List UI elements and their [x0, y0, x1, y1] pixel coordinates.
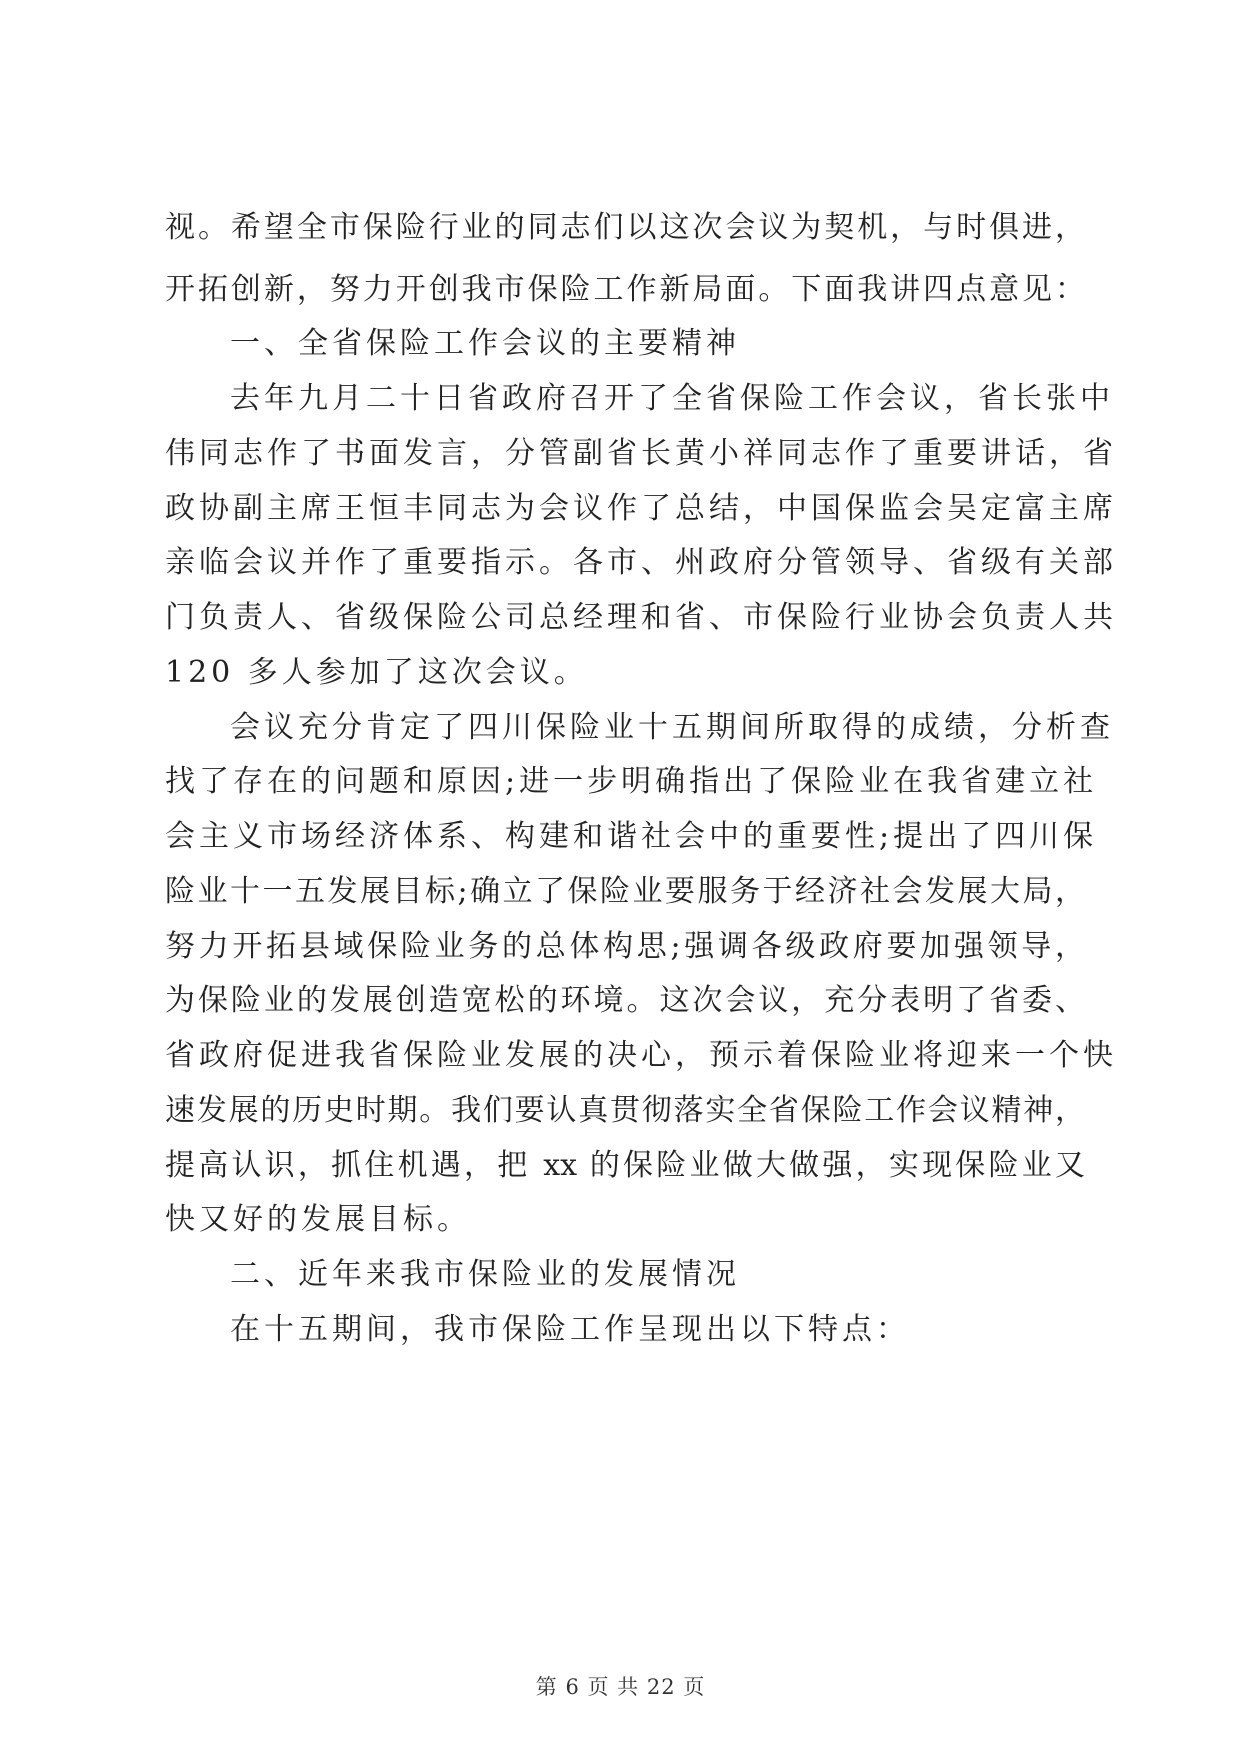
paragraph-first-line: 会议充分肯定了四川保险业十五期间所取得的成绩，分析查	[230, 710, 1114, 745]
body-line: 伟同志作了书面发言，分管副省长黄小祥同志作了重要讲话，省	[165, 436, 1117, 471]
section-heading: 二、近年来我市保险业的发展情况	[230, 1257, 740, 1292]
section-heading: 一、全省保险工作会议的主要精神	[230, 326, 740, 361]
paragraph-first-line: 在十五期间，我市保险工作呈现出以下特点：	[230, 1312, 910, 1347]
body-line: 开拓创新，努力开创我市保险工作新局面。下面我讲四点意见：	[165, 272, 1085, 307]
body-line: 会主义市场经济体系、构建和谐社会中的重要性;提出了四川保	[165, 819, 1098, 854]
body-line: 为保险业的发展创造宽松的环境。这次会议，充分表明了省委、	[165, 983, 1085, 1018]
body-line: 门负责人、省级保险公司总经理和省、市保险行业协会负责人共	[165, 600, 1117, 635]
page-number-footer: 第 6 页 共 22 页	[535, 1675, 706, 1699]
body-line: 险业十一五发展目标;确立了保险业要服务于经济社会发展大局，	[165, 874, 1085, 909]
body-line: 政协副主席王恒丰同志为会议作了总结，中国保监会吴定富主席	[165, 491, 1117, 526]
body-line: 120 多人参加了这次会议。	[165, 655, 588, 690]
body-line: 视。希望全市保险行业的同志们以这次会议为契机，与时俱进，	[165, 210, 1085, 245]
body-line: 省政府促进我省保险业发展的决心，预示着保险业将迎来一个快	[165, 1038, 1117, 1073]
body-line: 速发展的历史时期。我们要认真贯彻落实全省保险工作会议精神，	[165, 1093, 1085, 1128]
body-line: 亲临会议并作了重要指示。各市、州政府分管领导、省级有关部	[165, 545, 1117, 580]
body-line: 提高认识，抓住机遇，把 xx 的保险业做大做强，实现保险业又	[165, 1148, 1085, 1183]
paragraph-first-line: 去年九月二十日省政府召开了全省保险工作会议，省长张中	[230, 381, 1114, 416]
body-line: 努力开拓县域保险业务的总体构思;强调各级政府要加强领导，	[165, 929, 1085, 964]
body-line: 快又好的发展目标。	[165, 1202, 471, 1237]
body-line: 找了存在的问题和原因;进一步明确指出了保险业在我省建立社	[165, 764, 1098, 799]
